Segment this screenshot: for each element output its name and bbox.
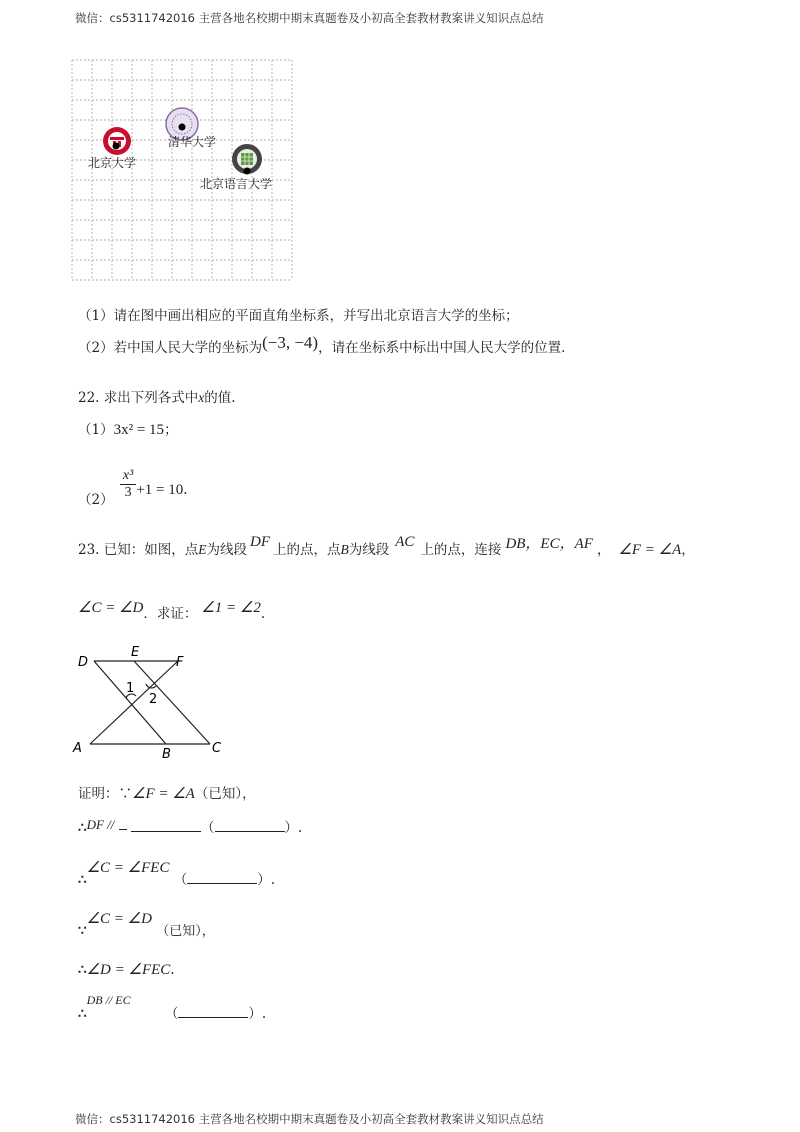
label-D: D bbox=[78, 655, 89, 670]
parallel-lines-figure bbox=[70, 642, 240, 762]
label-tsinghua: 清华大学 bbox=[168, 135, 217, 149]
segment-ec bbox=[134, 661, 210, 744]
proof-line-1: 证明：∵∠F = ∠A（已知）， bbox=[78, 786, 256, 802]
proof-line-6: ∴DB // EC （ ）. bbox=[78, 993, 267, 1022]
label-angle-1: 1 bbox=[126, 681, 135, 696]
q23-statement-line2: ∠C = ∠D．求证： ∠1 = ∠2. bbox=[78, 600, 266, 622]
label-F: F bbox=[176, 655, 184, 670]
label-bfsu: 北京语言大学 bbox=[200, 177, 273, 191]
label-E: E bbox=[131, 645, 140, 660]
proof-line-5: ∴∠D = ∠FEC. bbox=[78, 962, 175, 978]
people-univ-coord: (−3, −4) bbox=[262, 333, 319, 352]
proof-line-4: ∵∠C = ∠D （已知）， bbox=[78, 911, 215, 939]
campus-map-figure bbox=[70, 58, 296, 284]
page-footer: 微信：cs5311742016 主营各地名校期中期末真题卷及小初高全套教材教案讲义知识点总结 bbox=[75, 1112, 544, 1126]
page-header: 微信：cs5311742016 主营各地名校期中期末真题卷及小初高全套教材教案讲义知识点总结 bbox=[75, 11, 544, 25]
q23-statement-line1: 23. 已知：如图，点E为线段 DF 上的点，点B为线段 AC 上的点，连接 DB，EC，AF ， ∠F = ∠A， bbox=[78, 534, 695, 558]
q21-part1: （1）请在图中画出相应的平面直角坐标系，并写出北京语言大学的坐标； bbox=[78, 308, 519, 324]
label-C: C bbox=[212, 741, 222, 756]
reason-blank-1[interactable] bbox=[215, 819, 285, 832]
pku-point bbox=[113, 143, 120, 150]
q22-part1: （1）3x² = 15； bbox=[78, 422, 178, 438]
segment-af bbox=[90, 661, 178, 744]
tsinghua-point bbox=[179, 124, 186, 131]
label-angle-2: 2 bbox=[149, 692, 158, 707]
label-A: A bbox=[73, 741, 82, 756]
pku-logo-icon bbox=[103, 127, 131, 155]
reason-blank-3[interactable] bbox=[178, 1005, 248, 1018]
answer-blank-1[interactable] bbox=[131, 819, 201, 832]
proof-line-3: ∴∠C = ∠FEC （ ）. bbox=[78, 860, 276, 888]
proof-line-2: ∴DF // （ ）. bbox=[78, 817, 303, 836]
equation-1: 3x² = 15 bbox=[113, 422, 165, 438]
label-pku: 北京大学 bbox=[88, 156, 137, 170]
fraction-x3-over-3: $\frac{\text{x³}}{3}$ bbox=[120, 468, 136, 501]
label-B: B bbox=[162, 747, 171, 762]
q21-part2: （2）若中国人民大学的坐标为(−3, −4)，请在坐标系中标出中国人民大学的位置. bbox=[78, 333, 566, 356]
reason-blank-2[interactable] bbox=[187, 871, 257, 884]
bfsu-point bbox=[244, 168, 251, 175]
q22-part2: （2） $\frac{\text{x³}}{3}$ +1 = 10. bbox=[78, 468, 188, 508]
q22-title: 22. 求出下列各式中x的值. bbox=[78, 390, 236, 406]
